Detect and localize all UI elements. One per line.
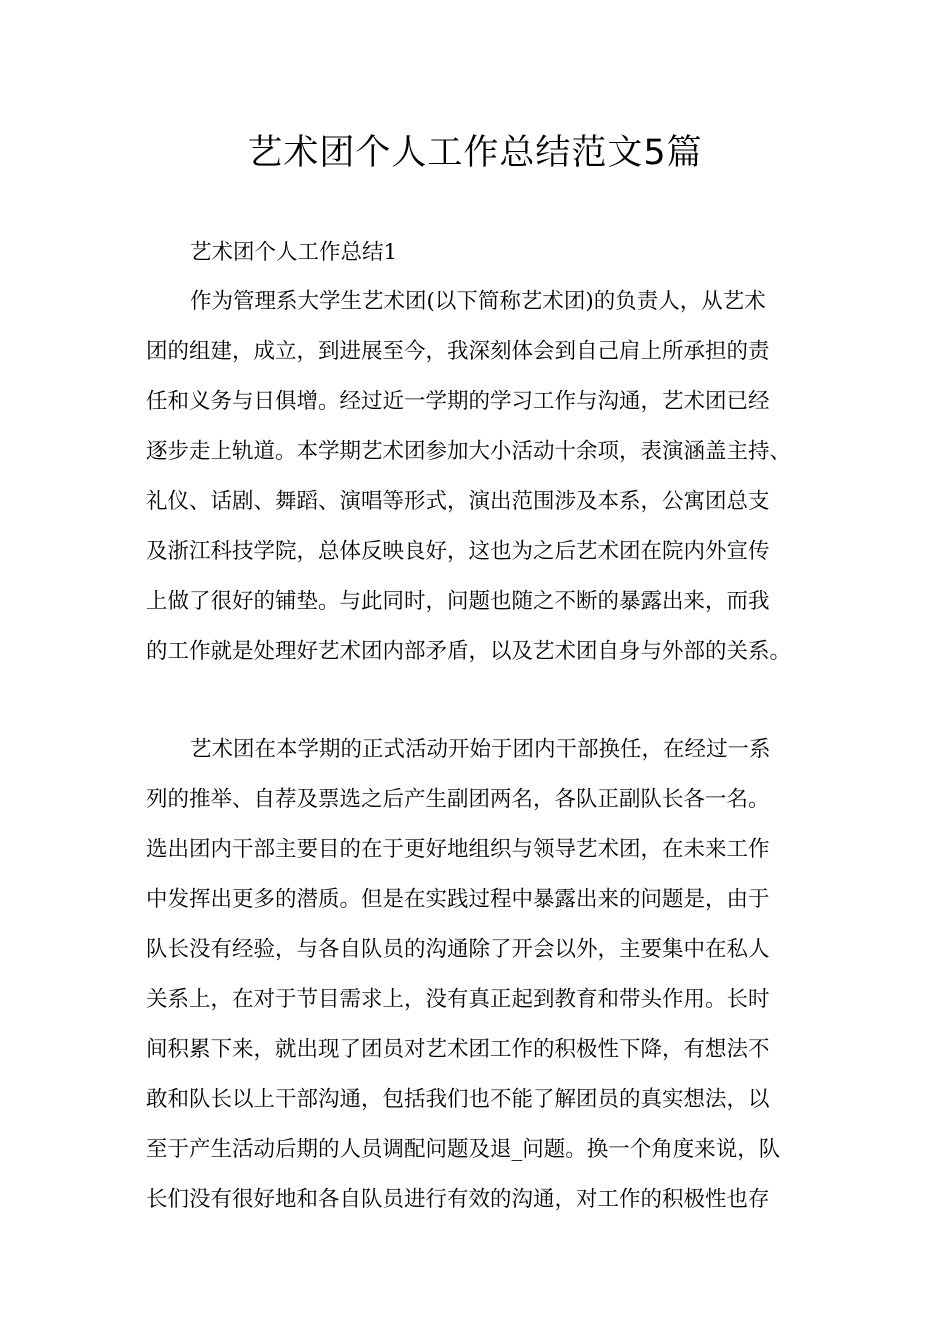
paragraph-line: 及浙江科技学院，总体反映良好，这也为之后艺术团在院内外宣传 xyxy=(146,539,770,564)
paragraph-line: 选出团内干部主要目的在于更好地组织与领导艺术团，在未来工作 xyxy=(146,837,770,862)
paragraph-line: 团的组建，成立，到进展至今，我深刻体会到自己肩上所承担的责 xyxy=(146,339,770,364)
paragraph-line: 作为管理系大学生艺术团(以下简称艺术团)的负责人，从艺术 xyxy=(190,289,766,314)
paragraph-line: 任和义务与日俱增。经过近一学期的学习工作与沟通，艺术团已经 xyxy=(146,389,770,414)
paragraph-line: 逐步走上轨道。本学期艺术团参加大小活动十余项，表演涵盖主持、 xyxy=(146,439,792,464)
paragraph-line: 艺术团在本学期的正式活动开始于团内干部换任，在经过一系 xyxy=(190,737,771,762)
paragraph-line: 长们没有很好地和各自队员进行有效的沟通，对工作的积极性也存 xyxy=(146,1187,770,1212)
paragraph-line: 的工作就是处理好艺术团内部矛盾，以及艺术团自身与外部的关系。 xyxy=(146,639,792,664)
paragraph-line: 礼仪、话剧、舞蹈、演唱等形式，演出范围涉及本系，公寓团总支 xyxy=(146,489,770,514)
section-heading: 艺术团个人工作总结1 xyxy=(190,240,398,265)
paragraph-line: 至于产生活动后期的人员调配问题及退_问题。换一个角度来说，队 xyxy=(146,1137,781,1162)
paragraph-line: 敢和队长以上干部沟通，包括我们也不能了解团员的真实想法，以 xyxy=(146,1087,770,1112)
document-title: 艺术团个人工作总结范文5篇 xyxy=(247,133,703,173)
paragraph-line: 上做了很好的铺垫。与此同时，问题也随之不断的暴露出来，而我 xyxy=(146,589,770,614)
paragraph-line: 队长没有经验，与各自队员的沟通除了开会以外，主要集中在私人 xyxy=(146,937,770,962)
paragraph-line: 列的推举、自荐及票选之后产生副团两名，各队正副队长各一名。 xyxy=(146,787,770,812)
paragraph-line: 中发挥出更多的潜质。但是在实践过程中暴露出来的问题是，由于 xyxy=(146,887,770,912)
paragraph-line: 间积累下来，就出现了团员对艺术团工作的积极性下降，有想法不 xyxy=(146,1037,770,1062)
paragraph-line: 关系上，在对于节目需求上，没有真正起到教育和带头作用。长时 xyxy=(146,987,770,1012)
